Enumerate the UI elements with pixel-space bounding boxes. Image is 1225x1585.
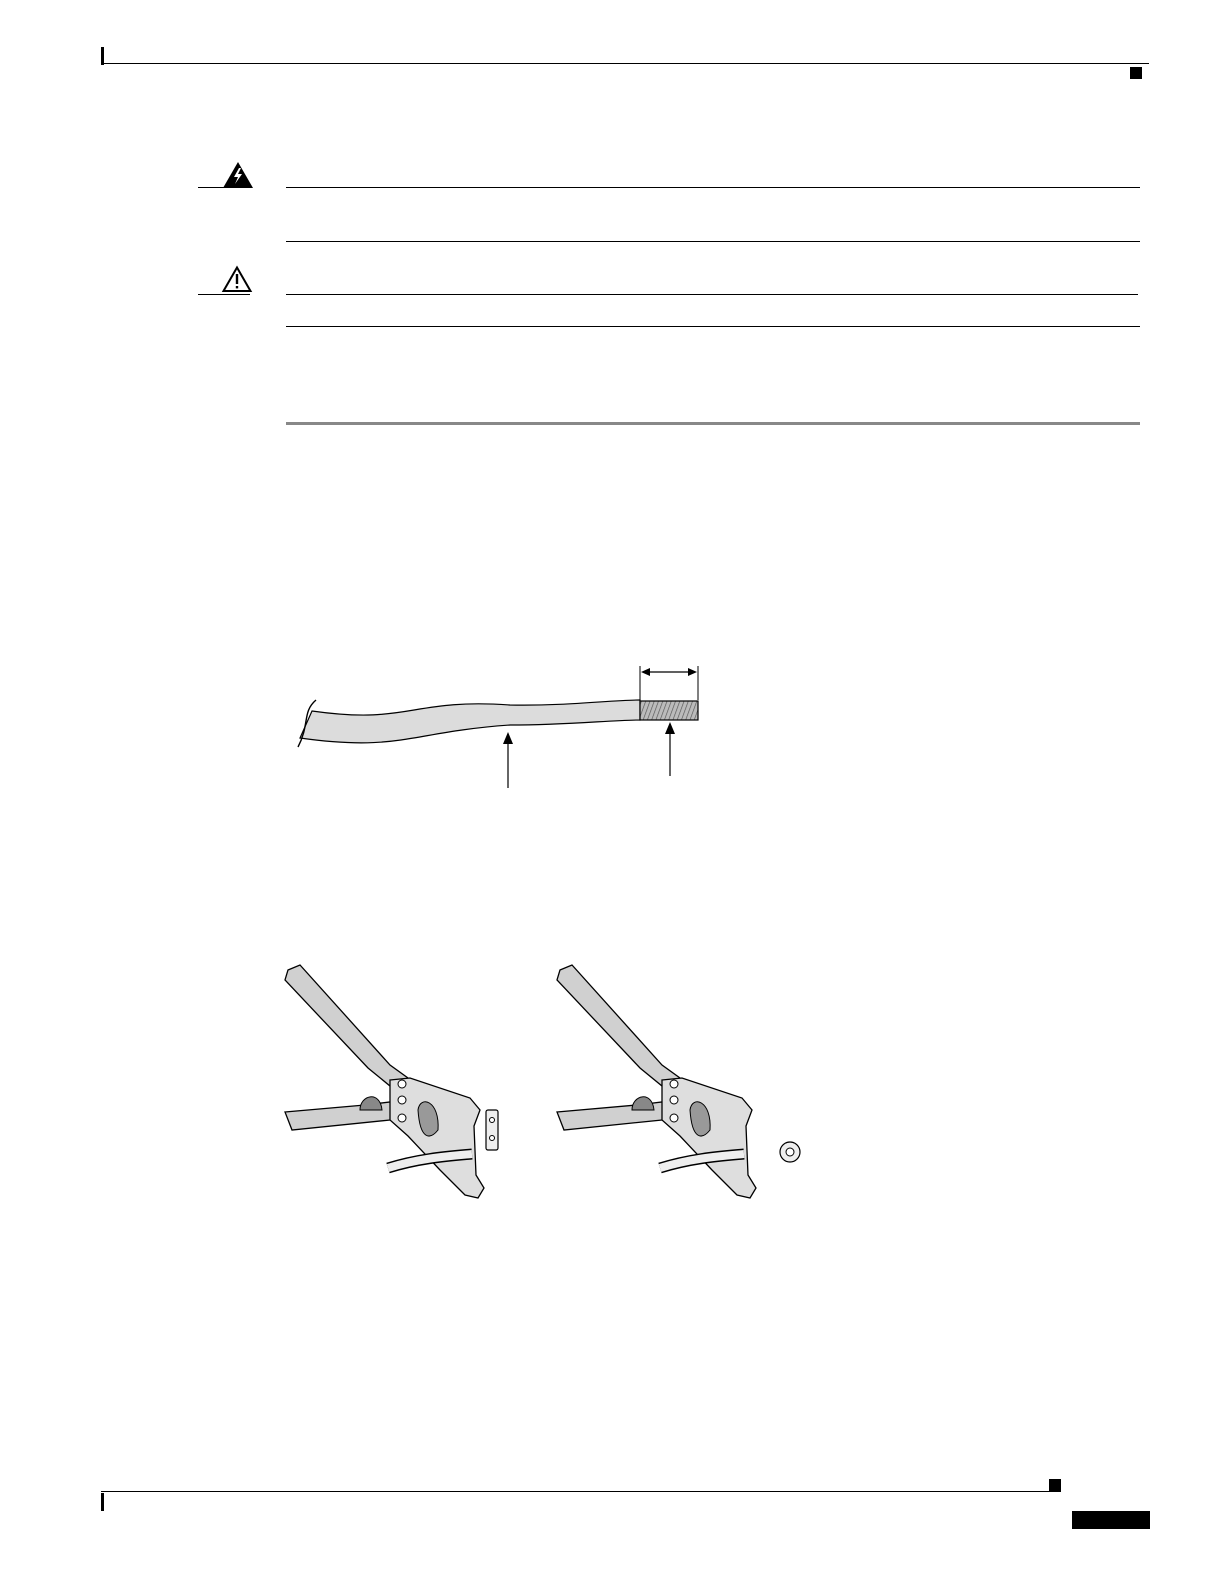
footer-marker-square <box>1049 1479 1061 1491</box>
warning-electric-icon <box>223 162 253 188</box>
page-number-tab <box>1072 1511 1150 1529</box>
step-table-rule <box>286 422 1140 425</box>
crimping-tool-illustration <box>280 960 820 1210</box>
caution-bottom-rule <box>286 326 1140 327</box>
caution-icon-underline <box>198 294 250 295</box>
stripped-wire-illustration <box>290 660 730 800</box>
header-rule <box>101 63 1149 64</box>
warning-icon-underline <box>198 187 250 188</box>
footer-rule <box>101 1491 1061 1492</box>
footer-left-tick <box>101 1493 104 1511</box>
header-marker-square <box>1130 67 1142 79</box>
caution-triangle-icon <box>222 266 252 292</box>
warning-top-rule <box>286 187 1140 188</box>
caution-top-rule <box>286 294 1138 295</box>
warning-bottom-rule <box>286 241 1140 242</box>
